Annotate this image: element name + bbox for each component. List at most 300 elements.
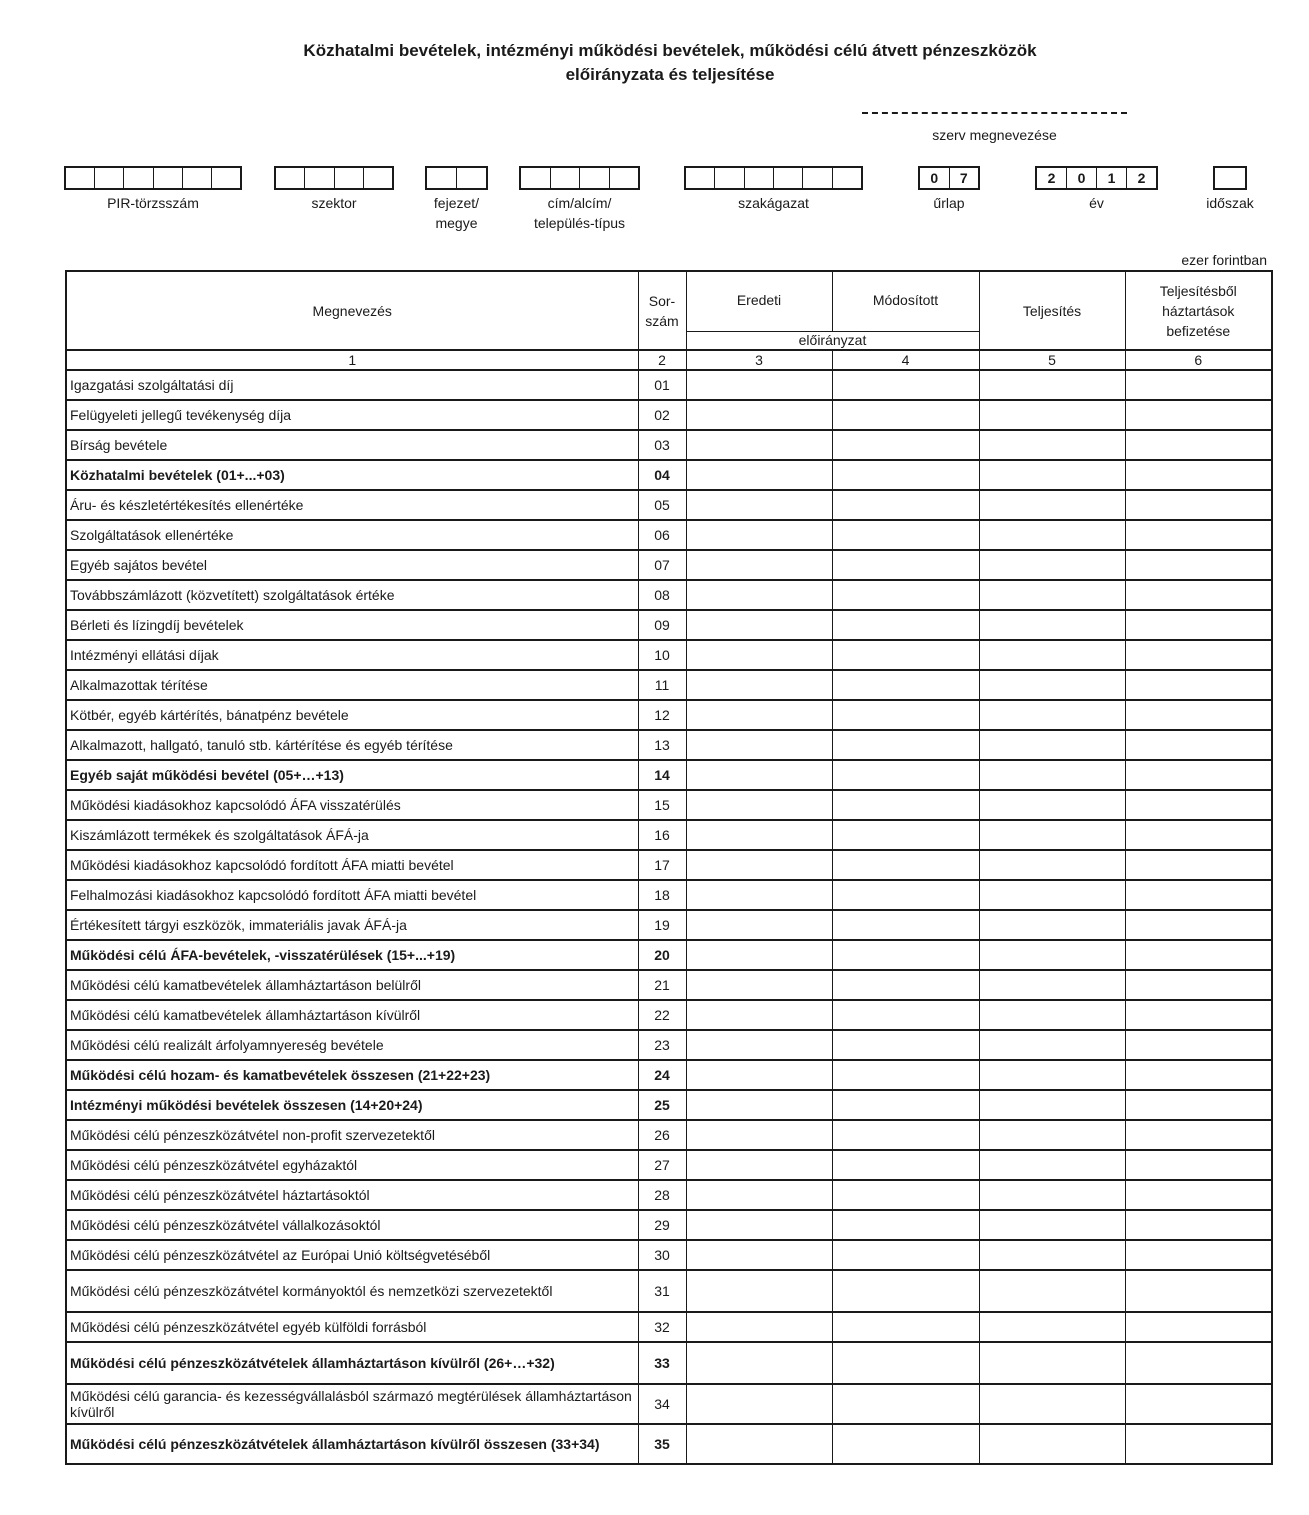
input-cell-eredeti[interactable]	[686, 1030, 832, 1060]
input-cell-modositott[interactable]	[832, 550, 979, 580]
input-cell-eredeti[interactable]	[686, 1240, 832, 1270]
input-cell-modositott[interactable]	[832, 1000, 979, 1030]
row-name: Bírság bevétele	[66, 430, 638, 460]
input-cell-haztartas[interactable]	[1125, 580, 1272, 610]
table-row	[66, 760, 1272, 790]
input-cell-modositott[interactable]	[832, 610, 979, 640]
year-field[interactable]	[1035, 166, 1158, 190]
table-row	[66, 430, 1272, 460]
form-title-line1: Közhatalmi bevételek, intézményi működési bevételek, működési célú átvett pénzeszközök	[303, 41, 1037, 60]
input-cell-modositott[interactable]	[832, 1180, 979, 1210]
input-cell-modositott[interactable]	[832, 1240, 979, 1270]
input-cell-modositott[interactable]	[832, 910, 979, 940]
code-cell[interactable]	[183, 168, 212, 188]
input-cell-eredeti[interactable]	[686, 610, 832, 640]
input-cell-eredeti[interactable]	[686, 580, 832, 610]
row-name: Továbbszámlázott (közvetített) szolgáltatások értéke	[66, 580, 638, 610]
industry-code-label: szakágazat	[738, 195, 809, 211]
input-cell-teljesites[interactable]	[979, 640, 1125, 670]
code-cell[interactable]	[551, 168, 581, 188]
input-cell-eredeti[interactable]	[686, 760, 832, 790]
code-cell[interactable]	[276, 168, 305, 188]
table-row	[66, 670, 1272, 700]
input-cell-modositott[interactable]	[832, 640, 979, 670]
code-cell[interactable]	[95, 168, 124, 188]
table-row	[66, 1210, 1272, 1240]
row-number: 24	[638, 1060, 686, 1090]
input-cell-modositott[interactable]	[832, 820, 979, 850]
column-number: 3	[686, 350, 832, 370]
input-cell-teljesites[interactable]	[979, 730, 1125, 760]
table-row	[66, 1180, 1272, 1210]
code-cell[interactable]	[124, 168, 153, 188]
input-cell-eredeti[interactable]	[686, 1424, 832, 1464]
input-cell-teljesites[interactable]	[979, 1312, 1125, 1342]
input-cell-teljesites[interactable]	[979, 610, 1125, 640]
input-cell-eredeti[interactable]	[686, 820, 832, 850]
code-cell[interactable]	[212, 168, 240, 188]
row-number: 18	[638, 880, 686, 910]
input-cell-teljesites[interactable]	[979, 460, 1125, 490]
row-number: 04	[638, 460, 686, 490]
input-cell-eredeti[interactable]	[686, 1060, 832, 1090]
input-cell-teljesites[interactable]	[979, 1060, 1125, 1090]
row-number: 35	[638, 1424, 686, 1464]
row-number: 29	[638, 1210, 686, 1240]
code-cell[interactable]	[521, 168, 551, 188]
input-cell-eredeti[interactable]	[686, 970, 832, 1000]
row-number: 12	[638, 700, 686, 730]
row-number: 26	[638, 1120, 686, 1150]
input-cell-modositott[interactable]	[832, 490, 979, 520]
table-row	[66, 490, 1272, 520]
input-cell-teljesites[interactable]	[979, 940, 1125, 970]
row-number: 19	[638, 910, 686, 940]
input-cell-teljesites[interactable]	[979, 370, 1125, 400]
row-name: Működési célú kamatbevételek államháztartáson kívülről	[66, 1000, 638, 1030]
row-name: Működési célú garancia- és kezességvállalásból származó megtérülések államháztartáson kívülről	[66, 1384, 638, 1424]
row-name: Közhatalmi bevételek (01+...+03)	[66, 460, 638, 490]
sector-code-label: szektor	[311, 195, 357, 211]
input-cell-haztartas[interactable]	[1125, 400, 1272, 430]
title-code-label: cím/alcím/ település-típus	[533, 195, 626, 231]
input-cell-teljesites[interactable]	[979, 910, 1125, 940]
input-cell-teljesites[interactable]	[979, 1000, 1125, 1030]
input-cell-modositott[interactable]	[832, 520, 979, 550]
input-cell-teljesites[interactable]	[979, 430, 1125, 460]
input-cell-teljesites[interactable]	[979, 580, 1125, 610]
input-cell-haztartas[interactable]	[1125, 970, 1272, 1000]
row-number: 30	[638, 1240, 686, 1270]
input-cell-modositott[interactable]	[832, 1210, 979, 1240]
row-number: 10	[638, 640, 686, 670]
row-name: Működési célú pénzeszközátvétel egyházaktól	[66, 1150, 638, 1180]
table-row	[66, 970, 1272, 1000]
code-cell[interactable]: 2	[1037, 168, 1067, 188]
table-row	[66, 610, 1272, 640]
sector-code-field[interactable]	[274, 166, 394, 190]
table-row	[66, 370, 1272, 400]
code-cell[interactable]	[580, 168, 610, 188]
input-cell-modositott[interactable]	[832, 700, 979, 730]
row-name: Működési kiadásokhoz kapcsolódó fordított ÁFA miatti bevétel	[66, 850, 638, 880]
input-cell-haztartas[interactable]	[1125, 790, 1272, 820]
input-cell-teljesites[interactable]	[979, 490, 1125, 520]
input-cell-modositott[interactable]	[832, 730, 979, 760]
input-cell-eredeti[interactable]	[686, 730, 832, 760]
table-row	[66, 1424, 1272, 1464]
row-name: Működési célú pénzeszközátvételek államháztartáson kívülről összesen (33+34)	[66, 1424, 638, 1464]
code-cell[interactable]	[154, 168, 183, 188]
code-cell[interactable]	[833, 168, 861, 188]
code-cell[interactable]	[1215, 168, 1245, 188]
row-number: 03	[638, 430, 686, 460]
table-row	[66, 1150, 1272, 1180]
row-name: Bérleti és lízingdíj bevételek	[66, 610, 638, 640]
input-cell-eredeti[interactable]	[686, 400, 832, 430]
code-cell[interactable]: 1	[1097, 168, 1127, 188]
input-cell-eredeti[interactable]	[686, 880, 832, 910]
code-cell[interactable]	[364, 168, 392, 188]
input-cell-haztartas[interactable]	[1125, 910, 1272, 940]
unit-label: ezer forintban	[1181, 252, 1267, 268]
row-name: Alkalmazott, hallgató, tanuló stb. kártérítése és egyéb térítése	[66, 730, 638, 760]
input-cell-teljesites[interactable]	[979, 820, 1125, 850]
input-cell-eredeti[interactable]	[686, 1210, 832, 1240]
table-row	[66, 1120, 1272, 1150]
code-cell[interactable]	[610, 168, 639, 188]
input-cell-modositott[interactable]	[832, 1090, 979, 1120]
table-row	[66, 550, 1272, 580]
input-cell-teljesites[interactable]	[979, 400, 1125, 430]
input-cell-haztartas[interactable]	[1125, 1150, 1272, 1180]
input-cell-modositott[interactable]	[832, 760, 979, 790]
input-cell-eredeti[interactable]	[686, 1270, 832, 1312]
input-cell-modositott[interactable]	[832, 1312, 979, 1342]
row-name: Működési célú pénzeszközátvétel egyéb külföldi forrásból	[66, 1312, 638, 1342]
input-cell-haztartas[interactable]	[1125, 430, 1272, 460]
input-cell-eredeti[interactable]	[686, 1342, 832, 1384]
row-name: Egyéb sajátos bevétel	[66, 550, 638, 580]
row-number: 06	[638, 520, 686, 550]
row-number: 21	[638, 970, 686, 1000]
industry-code-field[interactable]	[684, 166, 863, 190]
row-name: Működési célú pénzeszközátvétel non-profit szervezetektől	[66, 1120, 638, 1150]
input-cell-modositott[interactable]	[832, 1060, 979, 1090]
revenue-table	[65, 270, 1273, 1465]
code-cell[interactable]: 2	[1137, 170, 1146, 186]
row-name: Intézményi ellátási díjak	[66, 640, 638, 670]
input-cell-modositott[interactable]	[832, 1384, 979, 1424]
row-number: 08	[638, 580, 686, 610]
code-cell[interactable]	[774, 168, 803, 188]
code-cell[interactable]	[427, 168, 457, 188]
input-cell-haztartas[interactable]	[1125, 1384, 1272, 1424]
year-label: év	[1089, 195, 1104, 211]
row-number: 15	[638, 790, 686, 820]
input-cell-modositott[interactable]	[832, 1150, 979, 1180]
org-name-label: szerv megnevezése	[932, 127, 1057, 143]
form-title-line2: előirányzata és teljesítése	[565, 65, 775, 84]
code-cell[interactable]	[335, 168, 364, 188]
period-field[interactable]	[1213, 166, 1247, 190]
input-cell-haztartas[interactable]	[1125, 850, 1272, 880]
input-cell-haztartas[interactable]	[1125, 880, 1272, 910]
row-number: 34	[638, 1384, 686, 1424]
row-name: Működési célú realizált árfolyamnyereség bevétele	[66, 1030, 638, 1060]
input-cell-haztartas[interactable]	[1125, 1342, 1272, 1384]
row-number: 33	[638, 1342, 686, 1384]
table-row	[66, 1060, 1272, 1090]
row-name: Működési célú pénzeszközátvételek államháztartáson kívülről (26+…+32)	[66, 1342, 638, 1384]
table-row	[66, 700, 1272, 730]
input-cell-teljesites[interactable]	[979, 1090, 1125, 1120]
table-row	[66, 790, 1272, 820]
input-cell-haztartas[interactable]	[1125, 610, 1272, 640]
input-cell-eredeti[interactable]	[686, 490, 832, 520]
code-cell[interactable]	[686, 168, 715, 188]
row-number: 07	[638, 550, 686, 580]
row-number: 22	[638, 1000, 686, 1030]
row-name: Kötbér, egyéb kártérítés, bánatpénz bevétele	[66, 700, 638, 730]
input-cell-haztartas[interactable]	[1125, 700, 1272, 730]
column-number: 2	[638, 350, 686, 370]
row-number: 23	[638, 1030, 686, 1060]
row-name: Felügyeleti jellegű tevékenység díja	[66, 400, 638, 430]
input-cell-haztartas[interactable]	[1125, 820, 1272, 850]
input-cell-teljesites[interactable]	[979, 1210, 1125, 1240]
row-number: 01	[638, 370, 686, 400]
input-cell-teljesites[interactable]	[979, 1424, 1125, 1464]
input-cell-eredeti[interactable]	[686, 640, 832, 670]
input-cell-modositott[interactable]	[832, 580, 979, 610]
input-cell-teljesites[interactable]	[979, 1180, 1125, 1210]
input-cell-teljesites[interactable]	[979, 1342, 1125, 1384]
input-cell-haztartas[interactable]	[1125, 370, 1272, 400]
input-cell-modositott[interactable]	[832, 880, 979, 910]
input-cell-modositott[interactable]	[832, 1030, 979, 1060]
input-cell-modositott[interactable]	[832, 370, 979, 400]
header-teljesites: Teljesítés	[979, 271, 1125, 350]
input-cell-teljesites[interactable]	[979, 1120, 1125, 1150]
row-number: 02	[638, 400, 686, 430]
input-cell-teljesites[interactable]	[979, 700, 1125, 730]
row-number: 17	[638, 850, 686, 880]
title-code-field[interactable]	[519, 166, 640, 190]
column-number: 6	[1125, 350, 1272, 370]
column-number: 5	[979, 350, 1125, 370]
input-cell-modositott[interactable]	[832, 1270, 979, 1312]
input-cell-modositott[interactable]	[832, 1120, 979, 1150]
table-row	[66, 640, 1272, 670]
input-cell-teljesites[interactable]	[979, 550, 1125, 580]
input-cell-eredeti[interactable]	[686, 910, 832, 940]
input-cell-haztartas[interactable]	[1125, 1270, 1272, 1312]
input-cell-teljesites[interactable]	[979, 1240, 1125, 1270]
row-name: Működési célú pénzeszközátvétel kormányoktól és nemzetközi szervezetektől	[66, 1270, 638, 1312]
input-cell-eredeti[interactable]	[686, 520, 832, 550]
row-number: 11	[638, 670, 686, 700]
input-cell-eredeti[interactable]	[686, 430, 832, 460]
input-cell-modositott[interactable]	[832, 790, 979, 820]
input-cell-teljesites[interactable]	[979, 760, 1125, 790]
input-cell-modositott[interactable]	[832, 850, 979, 880]
row-number: 32	[638, 1312, 686, 1342]
table-row	[66, 1312, 1272, 1342]
form-number-field[interactable]	[918, 166, 980, 190]
table-row	[66, 1030, 1272, 1060]
table-row	[66, 1342, 1272, 1384]
code-cell[interactable]	[457, 168, 486, 188]
code-cell[interactable]: 7	[959, 170, 968, 186]
row-number: 28	[638, 1180, 686, 1210]
input-cell-eredeti[interactable]	[686, 1180, 832, 1210]
row-name: Kiszámlázott termékek és szolgáltatások ÁFÁ-ja	[66, 820, 638, 850]
input-cell-modositott[interactable]	[832, 460, 979, 490]
input-cell-modositott[interactable]	[832, 970, 979, 1000]
input-cell-haztartas[interactable]	[1125, 1090, 1272, 1120]
input-cell-teljesites[interactable]	[979, 970, 1125, 1000]
input-cell-modositott[interactable]	[832, 400, 979, 430]
input-cell-haztartas[interactable]	[1125, 760, 1272, 790]
input-cell-eredeti[interactable]	[686, 460, 832, 490]
code-cell[interactable]: 0	[1067, 168, 1097, 188]
input-cell-teljesites[interactable]	[979, 670, 1125, 700]
row-name: Áru- és készletértékesítés ellenértéke	[66, 490, 638, 520]
input-cell-haztartas[interactable]	[1125, 1312, 1272, 1342]
row-name: Igazgatási szolgáltatási díj	[66, 370, 638, 400]
input-cell-teljesites[interactable]	[979, 1384, 1125, 1424]
input-cell-eredeti[interactable]	[686, 550, 832, 580]
input-cell-teljesites[interactable]	[979, 1270, 1125, 1312]
input-cell-haztartas[interactable]	[1125, 1000, 1272, 1030]
input-cell-haztartas[interactable]	[1125, 490, 1272, 520]
input-cell-eredeti[interactable]	[686, 1000, 832, 1030]
input-cell-haztartas[interactable]	[1125, 550, 1272, 580]
row-number: 05	[638, 490, 686, 520]
row-name: Működési célú pénzeszközátvétel vállalkozásoktól	[66, 1210, 638, 1240]
row-name: Szolgáltatások ellenértéke	[66, 520, 638, 550]
row-name: Működési célú pénzeszközátvétel háztartásoktól	[66, 1180, 638, 1210]
row-name: Alkalmazottak térítése	[66, 670, 638, 700]
input-cell-haztartas[interactable]	[1125, 1240, 1272, 1270]
code-cell[interactable]	[715, 168, 744, 188]
row-name: Működési célú ÁFA-bevételek, -visszatérülések (15+...+19)	[66, 940, 638, 970]
input-cell-eredeti[interactable]	[686, 790, 832, 820]
table-row	[66, 940, 1272, 970]
input-cell-eredeti[interactable]	[686, 1150, 832, 1180]
input-cell-teljesites[interactable]	[979, 1030, 1125, 1060]
table-row	[66, 580, 1272, 610]
input-cell-eredeti[interactable]	[686, 370, 832, 400]
form-number-label: űrlap	[933, 195, 965, 211]
org-name-field[interactable]	[862, 112, 1127, 114]
input-cell-modositott[interactable]	[832, 670, 979, 700]
row-name: Működési célú hozam- és kamatbevételek összesen (21+22+23)	[66, 1060, 638, 1090]
header-eloiranyzat: előirányzat	[686, 331, 979, 350]
row-name: Működési célú pénzeszközátvétel az Európai Unió költségvetéséből	[66, 1240, 638, 1270]
chapter-code-label: fejezet/ megye	[433, 195, 480, 231]
input-cell-haztartas[interactable]	[1125, 670, 1272, 700]
input-cell-haztartas[interactable]	[1125, 1424, 1272, 1464]
input-cell-teljesites[interactable]	[979, 790, 1125, 820]
table-row	[66, 1090, 1272, 1120]
input-cell-teljesites[interactable]	[979, 520, 1125, 550]
input-cell-eredeti[interactable]	[686, 1090, 832, 1120]
input-cell-modositott[interactable]	[832, 1342, 979, 1384]
period-label: időszak	[1206, 195, 1254, 211]
input-cell-haztartas[interactable]	[1125, 640, 1272, 670]
table-row	[66, 400, 1272, 430]
header-modositott: Módosított	[832, 271, 979, 331]
code-cell[interactable]: 0	[920, 168, 950, 188]
header-haztartas: Teljesítésből háztartások befizetése	[1125, 271, 1272, 350]
table-row	[66, 850, 1272, 880]
table-row	[66, 520, 1272, 550]
table-row	[66, 730, 1272, 760]
column-number: 4	[832, 350, 979, 370]
header-name: Megnevezés	[66, 271, 638, 350]
input-cell-teljesites[interactable]	[979, 850, 1125, 880]
input-cell-eredeti[interactable]	[686, 940, 832, 970]
input-cell-eredeti[interactable]	[686, 1312, 832, 1342]
table-row	[66, 460, 1272, 490]
chapter-code-field[interactable]	[425, 166, 488, 190]
row-name: Intézményi működési bevételek összesen (14+20+24)	[66, 1090, 638, 1120]
code-cell[interactable]	[305, 168, 334, 188]
row-number: 13	[638, 730, 686, 760]
code-cell[interactable]	[745, 168, 774, 188]
input-cell-eredeti[interactable]	[686, 700, 832, 730]
pir-code-field[interactable]	[64, 166, 242, 190]
row-name: Működési kiadásokhoz kapcsolódó ÁFA visszatérülés	[66, 790, 638, 820]
input-cell-haztartas[interactable]	[1125, 1060, 1272, 1090]
row-name: Értékesített tárgyi eszközök, immateriális javak ÁFÁ-ja	[66, 910, 638, 940]
input-cell-eredeti[interactable]	[686, 850, 832, 880]
input-cell-haztartas[interactable]	[1125, 1210, 1272, 1240]
input-cell-eredeti[interactable]	[686, 670, 832, 700]
input-cell-teljesites[interactable]	[979, 1150, 1125, 1180]
row-name: Felhalmozási kiadásokhoz kapcsolódó fordított ÁFA miatti bevétel	[66, 880, 638, 910]
table-row	[66, 820, 1272, 850]
input-cell-modositott[interactable]	[832, 430, 979, 460]
input-cell-haztartas[interactable]	[1125, 1120, 1272, 1150]
table-row	[66, 1270, 1272, 1312]
table-row	[66, 1384, 1272, 1424]
row-number: 25	[638, 1090, 686, 1120]
row-number: 14	[638, 760, 686, 790]
input-cell-teljesites[interactable]	[979, 880, 1125, 910]
input-cell-eredeti[interactable]	[686, 1120, 832, 1150]
input-cell-haztartas[interactable]	[1125, 520, 1272, 550]
input-cell-haztartas[interactable]	[1125, 1180, 1272, 1210]
input-cell-modositott[interactable]	[832, 1424, 979, 1464]
table-row	[66, 880, 1272, 910]
code-cell[interactable]	[803, 168, 832, 188]
input-cell-haztartas[interactable]	[1125, 940, 1272, 970]
input-cell-haztartas[interactable]	[1125, 1030, 1272, 1060]
table-row	[66, 910, 1272, 940]
pir-code-label: PIR-törzsszám	[107, 195, 199, 211]
input-cell-haztartas[interactable]	[1125, 460, 1272, 490]
row-name: Működési célú kamatbevételek államháztartáson belülről	[66, 970, 638, 1000]
code-cell[interactable]	[66, 168, 95, 188]
input-cell-haztartas[interactable]	[1125, 730, 1272, 760]
input-cell-modositott[interactable]	[832, 940, 979, 970]
table-row	[66, 1000, 1272, 1030]
input-cell-eredeti[interactable]	[686, 1384, 832, 1424]
row-name: Egyéb saját működési bevétel (05+…+13)	[66, 760, 638, 790]
